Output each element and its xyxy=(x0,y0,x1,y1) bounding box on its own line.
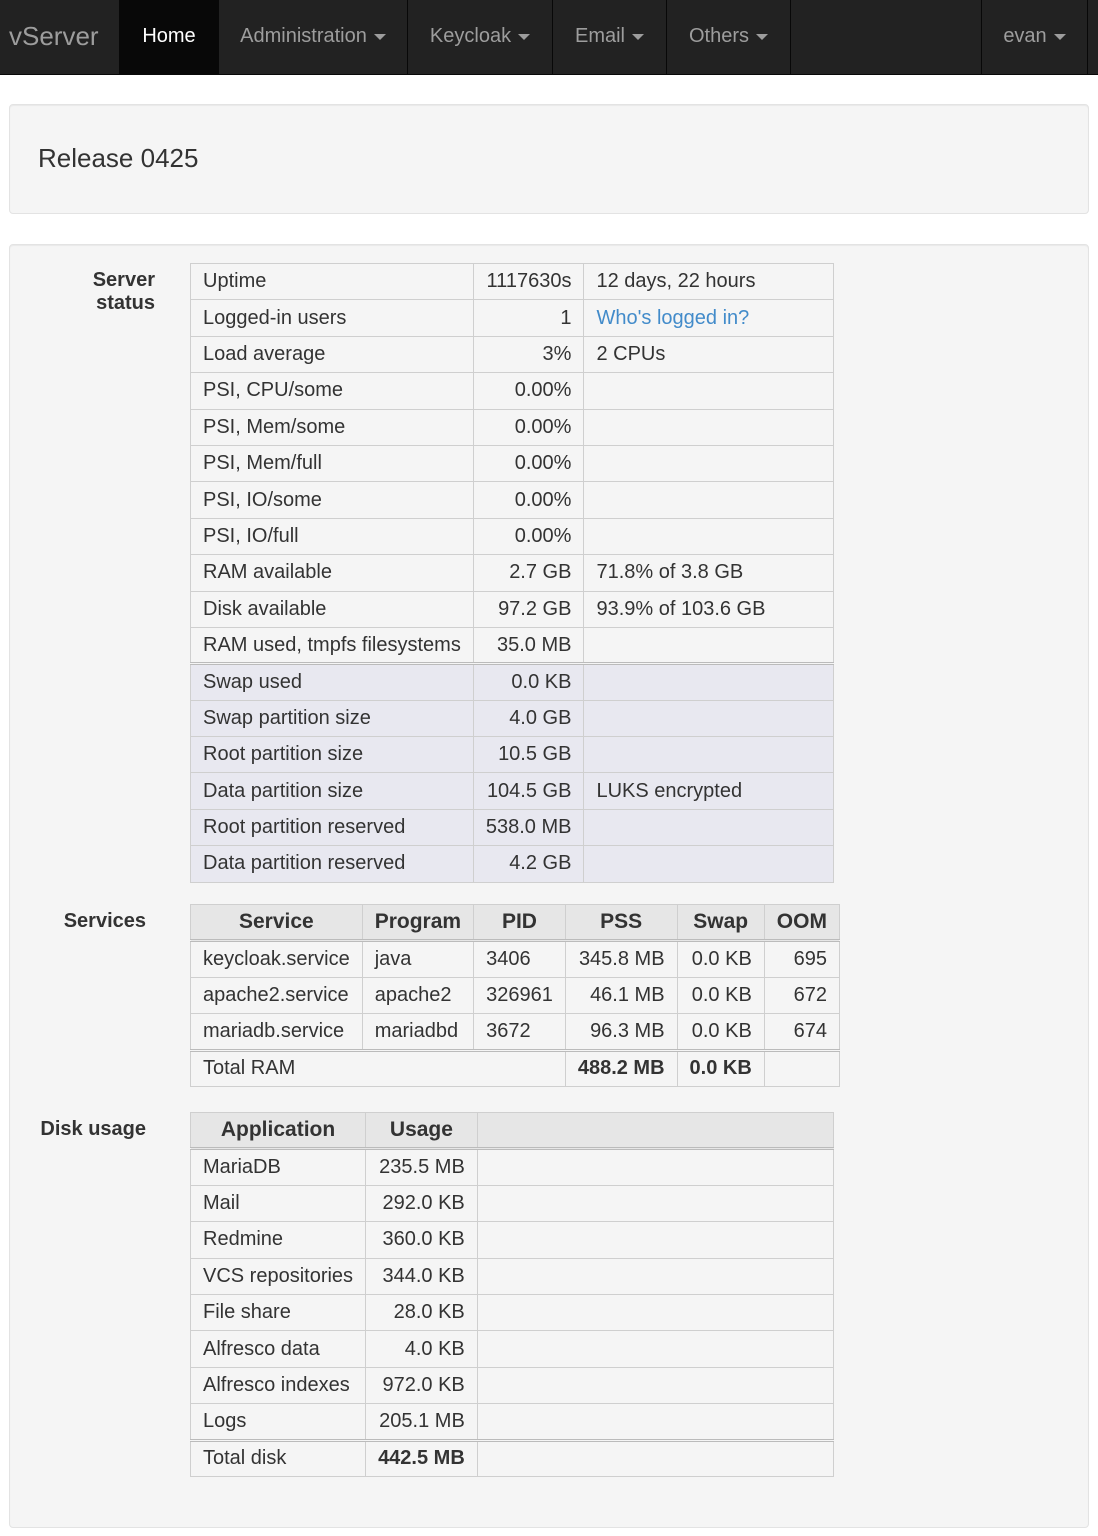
service-swap: 0.0 KB xyxy=(677,1014,764,1050)
column-header: Program xyxy=(362,905,473,941)
status-row xyxy=(191,518,834,554)
disk-usage-label: Disk usage xyxy=(40,1118,146,1140)
disk-app: VCS repositories xyxy=(191,1258,366,1294)
column-header: Application xyxy=(191,1113,366,1149)
total-disk-usage: 442.5 MB xyxy=(366,1440,478,1476)
status-value: 4.2 GB xyxy=(473,846,584,882)
chevron-down-icon xyxy=(1054,34,1066,40)
status-value: 10.5 GB xyxy=(473,737,584,773)
nav-email[interactable] xyxy=(552,0,666,74)
status-row xyxy=(191,700,834,736)
total-disk-label: Total disk xyxy=(191,1440,366,1476)
status-name: Disk available xyxy=(191,591,474,627)
disk-usage: 4.0 KB xyxy=(366,1331,478,1367)
status-extra xyxy=(584,737,834,773)
status-name: Load average xyxy=(191,336,474,372)
status-extra: 71.8% of 3.8 GB xyxy=(584,555,834,591)
nav-user-label: evan xyxy=(1003,25,1047,47)
disk-spacer xyxy=(477,1404,833,1440)
status-row xyxy=(191,300,834,336)
status-extra xyxy=(584,518,834,554)
disk-app: Logs xyxy=(191,1404,366,1440)
brand-logo[interactable]: vServer xyxy=(9,21,99,51)
disk-spacer xyxy=(477,1294,833,1330)
status-value: 3% xyxy=(473,336,584,372)
status-extra xyxy=(584,445,834,481)
status-row xyxy=(191,264,834,300)
disk-spacer xyxy=(477,1258,833,1294)
disk-app: File share xyxy=(191,1294,366,1330)
total-oom xyxy=(764,1050,839,1086)
service-pid: 3406 xyxy=(474,941,566,977)
nav-home-label: Home xyxy=(142,25,196,47)
disk-row xyxy=(191,1404,834,1440)
disk-row xyxy=(191,1258,834,1294)
total-swap: 0.0 KB xyxy=(677,1050,764,1086)
disk-total-row xyxy=(191,1440,834,1476)
column-header: Service xyxy=(191,905,363,941)
status-value: 0.00% xyxy=(473,445,584,481)
status-row xyxy=(191,555,834,591)
nav-user-menu[interactable] xyxy=(981,0,1087,74)
disk-spacer xyxy=(477,1222,833,1258)
status-row xyxy=(191,591,834,627)
status-row xyxy=(191,627,834,663)
status-name: Data partition size xyxy=(191,773,474,809)
nav-divider xyxy=(1087,0,1088,74)
chevron-down-icon xyxy=(518,34,530,40)
services-total-row xyxy=(191,1050,840,1086)
status-name: Root partition reserved xyxy=(191,809,474,845)
server-status-table xyxy=(190,263,834,883)
status-extra: 93.9% of 103.6 GB xyxy=(584,591,834,627)
status-name: PSI, Mem/some xyxy=(191,409,474,445)
nav-keycloak[interactable] xyxy=(407,0,552,74)
status-value: 1 xyxy=(473,300,584,336)
status-extra xyxy=(584,627,834,663)
service-oom: 695 xyxy=(764,941,839,977)
disk-row xyxy=(191,1185,834,1221)
service-row xyxy=(191,941,840,977)
service-name: keycloak.service xyxy=(191,941,363,977)
status-name: PSI, IO/some xyxy=(191,482,474,518)
status-name: RAM used, tmpfs filesystems xyxy=(191,627,474,663)
status-row xyxy=(191,336,834,372)
column-header: OOM xyxy=(764,905,839,941)
nav-home[interactable] xyxy=(119,0,218,74)
server-status-label: Server status xyxy=(92,269,155,314)
status-row xyxy=(191,409,834,445)
release-well xyxy=(9,104,1089,214)
status-name: Logged-in users xyxy=(191,300,474,336)
status-extra xyxy=(584,409,834,445)
status-row xyxy=(191,664,834,700)
service-program: java xyxy=(362,941,473,977)
status-extra: LUKS encrypted xyxy=(584,773,834,809)
disk-app: Alfresco indexes xyxy=(191,1367,366,1403)
service-pss: 345.8 MB xyxy=(565,941,677,977)
service-pid: 326961 xyxy=(474,977,566,1013)
nav-email-label: Email xyxy=(574,25,625,47)
status-extra: 12 days, 22 hours xyxy=(584,264,834,300)
disk-usage: 344.0 KB xyxy=(366,1258,478,1294)
disk-row xyxy=(191,1222,834,1258)
chevron-down-icon xyxy=(374,34,386,40)
status-name: RAM available xyxy=(191,555,474,591)
status-row xyxy=(191,809,834,845)
status-value: 0.00% xyxy=(473,409,584,445)
status-name: PSI, IO/full xyxy=(191,518,474,554)
disk-spacer xyxy=(477,1440,833,1476)
service-row xyxy=(191,977,840,1013)
status-value: 104.5 GB xyxy=(473,773,584,809)
status-name: Data partition reserved xyxy=(191,846,474,882)
service-program: mariadbd xyxy=(362,1014,473,1050)
service-swap: 0.0 KB xyxy=(677,941,764,977)
service-program: apache2 xyxy=(362,977,473,1013)
disk-usage-table xyxy=(190,1112,834,1477)
status-value: 97.2 GB xyxy=(473,591,584,627)
disk-spacer xyxy=(477,1367,833,1403)
service-pss: 46.1 MB xyxy=(565,977,677,1013)
services-label: Services xyxy=(63,910,146,932)
nav-administration[interactable] xyxy=(218,0,407,74)
nav-others-label: Others xyxy=(688,25,750,47)
status-value: 1117630s xyxy=(473,264,584,300)
status-extra xyxy=(584,482,834,518)
disk-row xyxy=(191,1331,834,1367)
disk-usage: 292.0 KB xyxy=(366,1185,478,1221)
status-row xyxy=(191,737,834,773)
status-value: 4.0 GB xyxy=(473,700,584,736)
status-value: 0.00% xyxy=(473,482,584,518)
column-header: PSS xyxy=(565,905,677,941)
status-extra xyxy=(584,664,834,700)
status-extra xyxy=(584,700,834,736)
release-title: Release 0425 xyxy=(38,143,199,173)
service-pss: 96.3 MB xyxy=(565,1014,677,1050)
service-pid: 3672 xyxy=(474,1014,566,1050)
disk-usage: 205.1 MB xyxy=(366,1404,478,1440)
column-header: Usage xyxy=(366,1113,478,1149)
status-value: 2.7 GB xyxy=(473,555,584,591)
nav-keycloak-label: Keycloak xyxy=(429,25,512,47)
service-oom: 674 xyxy=(764,1014,839,1050)
status-extra xyxy=(584,809,834,845)
status-value: 0.00% xyxy=(473,518,584,554)
status-value: 0.00% xyxy=(473,373,584,409)
disk-usage: 972.0 KB xyxy=(366,1367,478,1403)
chevron-down-icon xyxy=(756,34,768,40)
status-name: Uptime xyxy=(191,264,474,300)
nav-divider xyxy=(790,0,791,74)
total-pss: 488.2 MB xyxy=(565,1050,677,1086)
nav-administration-label: Administration xyxy=(240,25,367,47)
status-extra: 2 CPUs xyxy=(584,336,834,372)
status-value: 35.0 MB xyxy=(473,627,584,663)
disk-app: Redmine xyxy=(191,1222,366,1258)
status-extra xyxy=(584,373,834,409)
status-value: 0.0 KB xyxy=(473,664,584,700)
status-row xyxy=(191,373,834,409)
status-name: Swap partition size xyxy=(191,700,474,736)
service-row xyxy=(191,1014,840,1050)
service-swap: 0.0 KB xyxy=(677,977,764,1013)
nav-others[interactable] xyxy=(666,0,790,74)
top-navbar xyxy=(0,0,1098,75)
column-header xyxy=(477,1113,833,1149)
column-header: Swap xyxy=(677,905,764,941)
status-row xyxy=(191,846,834,882)
total-ram-label: Total RAM xyxy=(191,1050,566,1086)
status-name: PSI, CPU/some xyxy=(191,373,474,409)
disk-usage: 28.0 KB xyxy=(366,1294,478,1330)
disk-row xyxy=(191,1294,834,1330)
disk-usage: 360.0 KB xyxy=(366,1222,478,1258)
column-header: PID xyxy=(474,905,566,941)
disk-spacer xyxy=(477,1185,833,1221)
status-name: Swap used xyxy=(191,664,474,700)
status-row xyxy=(191,482,834,518)
services-table xyxy=(190,904,840,1087)
status-name: Root partition size xyxy=(191,737,474,773)
disk-row xyxy=(191,1149,834,1185)
disk-app: Alfresco data xyxy=(191,1331,366,1367)
status-row xyxy=(191,773,834,809)
service-oom: 672 xyxy=(764,977,839,1013)
status-row xyxy=(191,445,834,481)
status-extra xyxy=(584,300,834,336)
status-extra xyxy=(584,846,834,882)
disk-app: MariaDB xyxy=(191,1149,366,1185)
whos-logged-in-link[interactable]: Who's logged in? xyxy=(596,306,750,329)
service-name: mariadb.service xyxy=(191,1014,363,1050)
chevron-down-icon xyxy=(632,34,644,40)
disk-row xyxy=(191,1367,834,1403)
status-value: 538.0 MB xyxy=(473,809,584,845)
disk-app: Mail xyxy=(191,1185,366,1221)
disk-usage: 235.5 MB xyxy=(366,1149,478,1185)
service-name: apache2.service xyxy=(191,977,363,1013)
status-name: PSI, Mem/full xyxy=(191,445,474,481)
disk-spacer xyxy=(477,1149,833,1185)
disk-spacer xyxy=(477,1331,833,1367)
status-well xyxy=(9,244,1089,1528)
